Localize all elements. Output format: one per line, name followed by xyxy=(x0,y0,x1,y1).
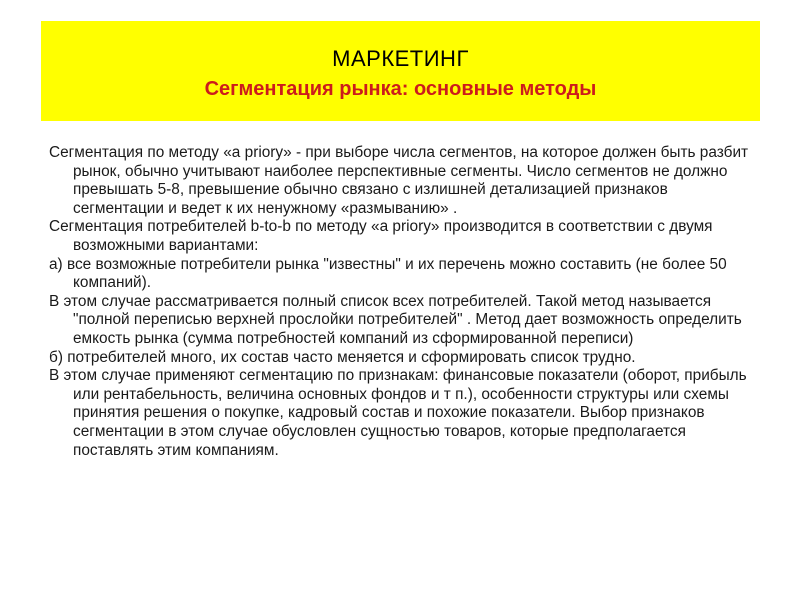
paragraph-a-priory-method: Сегментация по методу «a priory» - при выборе числа сегментов, на которое должен быть разбит рынок, обычно учитывают наиболее перспективные сегменты. Число сегментов не должно превышать 5-8, превышение обычно связано с излишней детализацией признаков сегментации и ведет к их ненужному «размыванию» . xyxy=(49,144,749,217)
paragraph-b2b-segmentation: Сегментация потребителей b-to-b по методу «a priory» производится в соответствии с двумя возможными вариантами: xyxy=(49,218,713,254)
slide-title: МАРКЕТИНГ xyxy=(332,46,469,71)
paragraph-segmentation-criteria: В этом случае применяют сегментацию по признакам: финансовые показатели (оборот, прибыль или рентабельность, величина основных фондов и т п.), особенности структуры или схемы принятия решения о покупке, кадровый состав и похожие показатели. Выбор признаков сегментации в этом случае обусловлен сущностью товаров, которые предполагается поставлять этим компаниям. xyxy=(49,367,747,459)
paragraph-full-census: В этом случае рассматривается полный список всех потребителей. Такой метод называется "полной переписью верхней прослойки потребителей" . Метод дает возможность определить емкость рынка (сумма потребностей компаний из сформированной переписи) xyxy=(49,292,742,347)
slide-subtitle: Сегментация рынка: основные методы xyxy=(204,78,597,100)
slide-body xyxy=(49,144,754,460)
title-banner xyxy=(41,21,760,121)
paragraph-variant-a: а) все возможные потребители рынка "известны" и их перечень можно составить (не более 50 компаний). xyxy=(49,255,727,292)
paragraph-variant-b: б) потребителей много, их состав часто меняется и сформировать список трудно. xyxy=(49,348,636,366)
